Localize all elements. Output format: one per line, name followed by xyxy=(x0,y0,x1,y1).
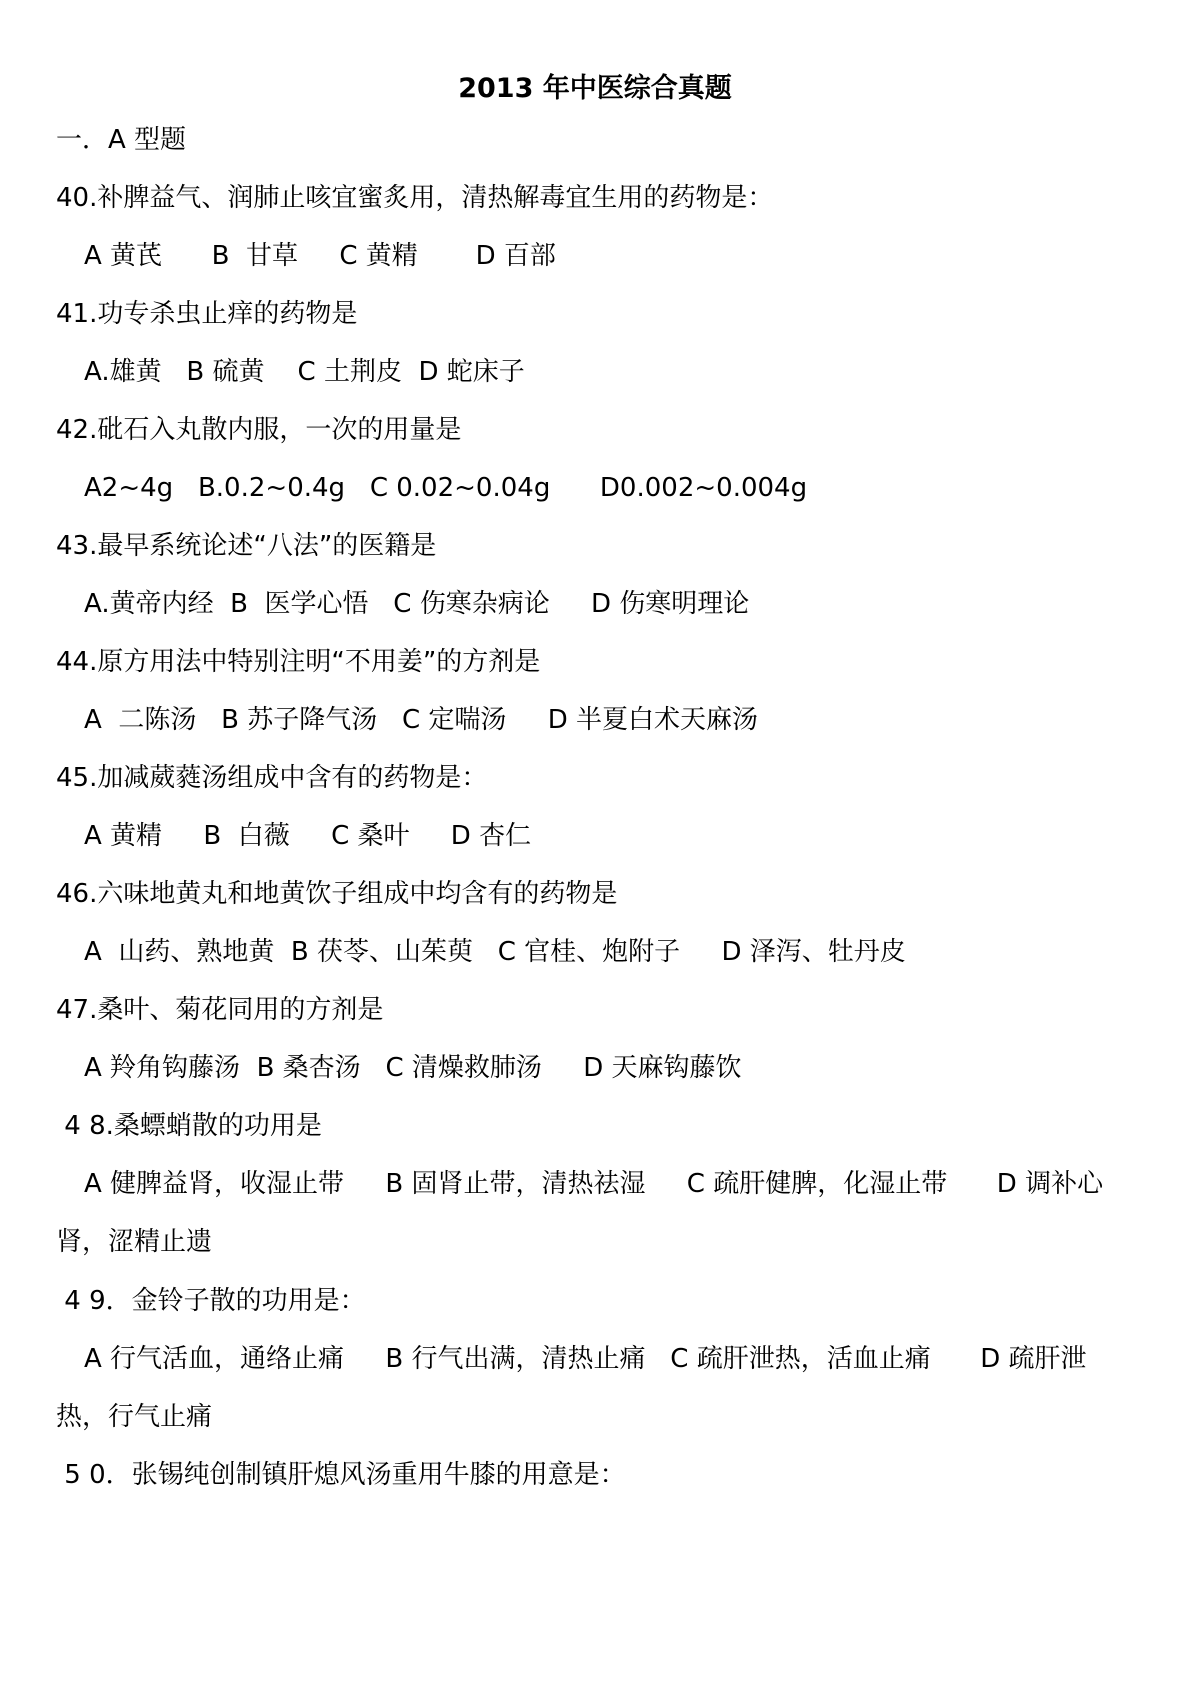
question-45-options: A 黄精 B 白薇 C 桑叶 D 杏仁 xyxy=(84,821,532,851)
question-48-stem: 4 8.桑螵蛸散的功用是 xyxy=(56,1111,322,1141)
question-48-options-continuation: 肾，涩精止遗 xyxy=(56,1227,213,1257)
question-47-stem: 47.桑叶、菊花同用的方剂是 xyxy=(56,995,384,1025)
question-44-options: A 二陈汤 B 苏子降气汤 C 定喘汤 D 半夏白术天麻汤 xyxy=(84,705,759,735)
question-48-options: A 健脾益肾，收湿止带 B 固肾止带，清热祛湿 C 疏肝健脾，化湿止带 D 调补心 xyxy=(84,1169,1104,1199)
question-42-stem: 42.砒石入丸散内服，一次的用量是 xyxy=(56,415,462,445)
question-46-stem: 46.六味地黄丸和地黄饮子组成中均含有的药物是 xyxy=(56,879,618,909)
question-49-options-continuation: 热，行气止痛 xyxy=(56,1402,213,1432)
question-49-options: A 行气活血，通络止痛 B 行气出满，清热止痛 C 疏肝泄热，活血止痛 D 疏肝泄 xyxy=(84,1344,1087,1374)
question-49-stem: 4 9．金铃子散的功用是： xyxy=(56,1286,366,1316)
question-43-options: A.黄帝内经 B 医学心悟 C 伤寒杂病论 D 伤寒明理论 xyxy=(84,589,750,619)
page-title: 2013 年中医综合真题 xyxy=(458,73,732,104)
question-42-options: A2~4g B.0.2~0.4g C 0.02~0.04g D0.002~0.004g xyxy=(84,473,808,503)
question-41-options: A.雄黄 B 硫黄 C 土荆皮 D 蛇床子 xyxy=(84,357,525,387)
question-50-stem: 5 0．张锡纯创制镇肝熄风汤重用牛膝的用意是： xyxy=(56,1460,626,1490)
question-44-stem: 44.原方用法中特别注明“不用姜”的方剂是 xyxy=(56,647,541,677)
question-40-stem: 40.补脾益气、润肺止咳宜蜜炙用，清热解毒宜生用的药物是： xyxy=(56,183,774,213)
question-47-options: A 羚角钩藤汤 B 桑杏汤 C 清燥救肺汤 D 天麻钩藤饮 xyxy=(84,1053,742,1083)
question-43-stem: 43.最早系统论述“八法”的医籍是 xyxy=(56,531,437,561)
question-46-options: A 山药、熟地黄 B 茯苓、山茱萸 C 官桂、炮附子 D 泽泻、牡丹皮 xyxy=(84,937,906,967)
question-45-stem: 45.加减葳蕤汤组成中含有的药物是： xyxy=(56,763,488,793)
section-heading: 一．A 型题 xyxy=(56,125,187,155)
question-40-options: A 黄芪 B 甘草 C 黄精 D 百部 xyxy=(84,241,556,271)
question-41-stem: 41.功专杀虫止痒的药物是 xyxy=(56,299,358,329)
